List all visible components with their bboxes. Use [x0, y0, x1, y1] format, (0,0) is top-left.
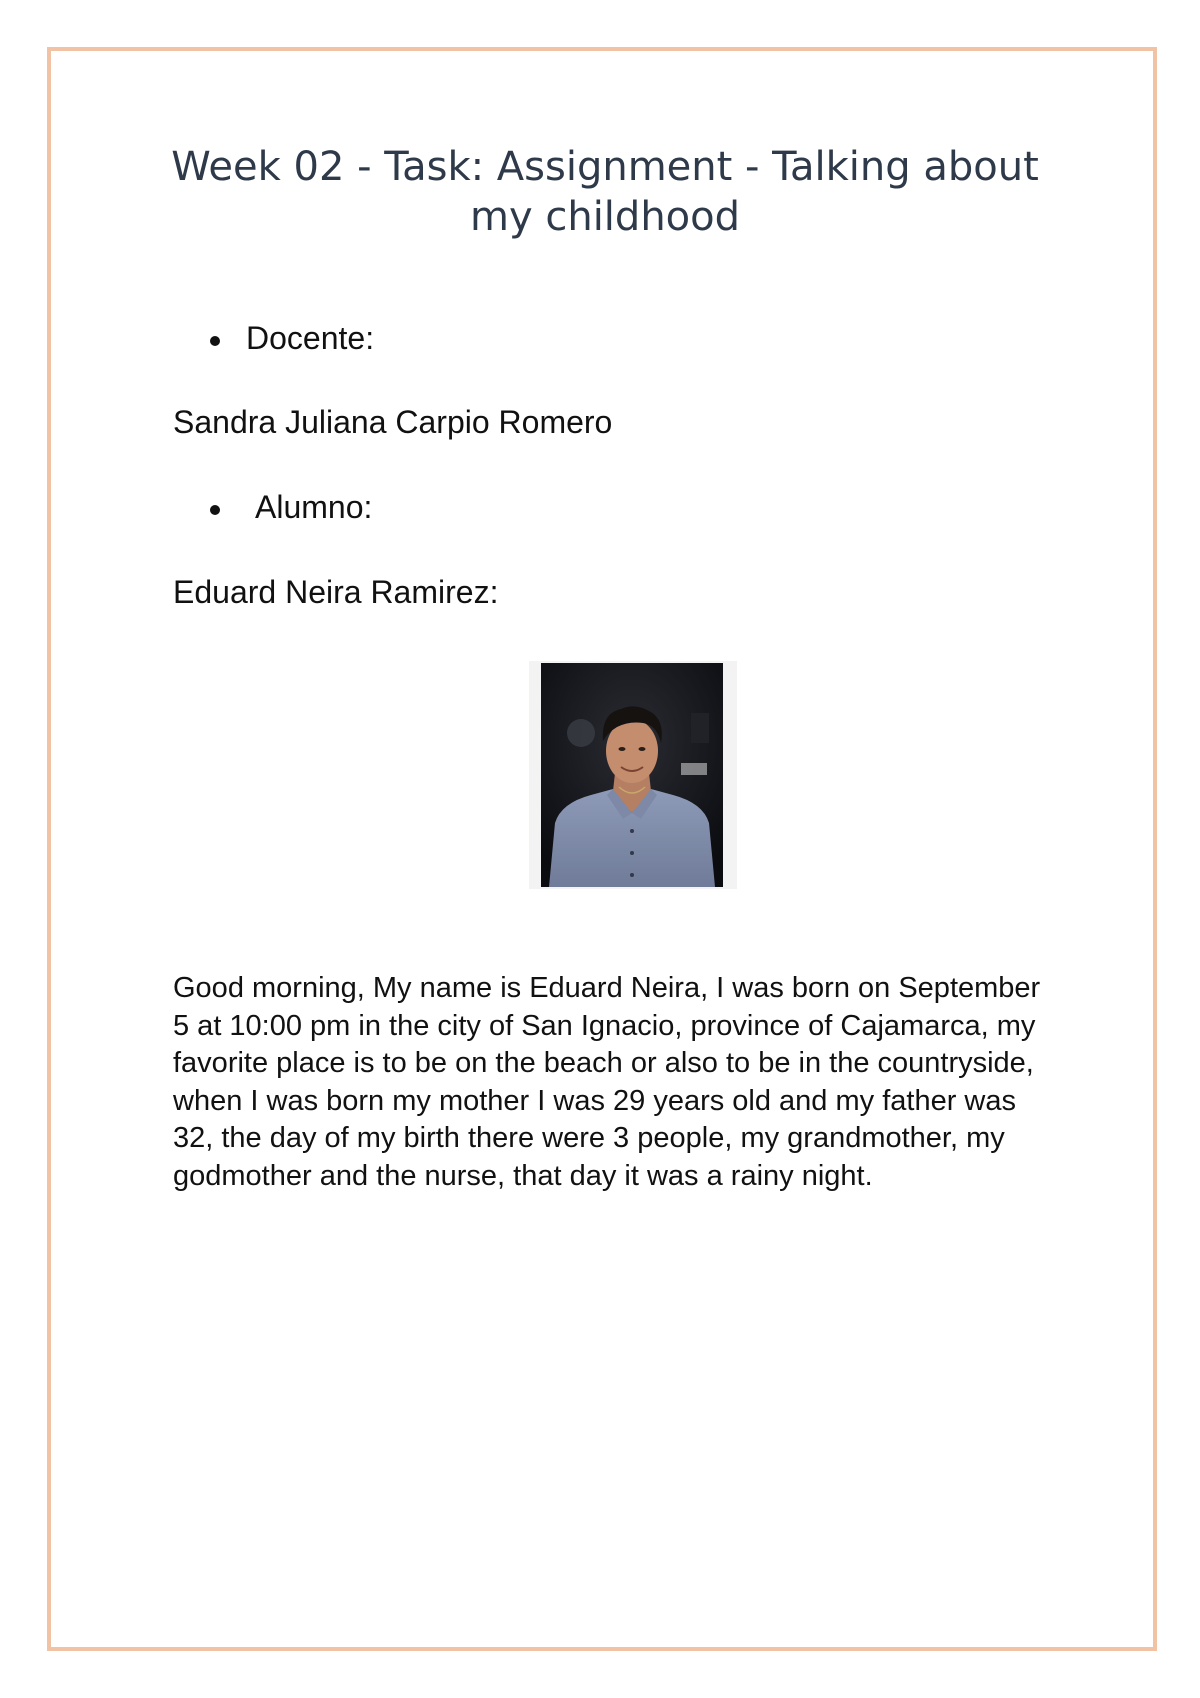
childhood-paragraph: Good morning, My name is Eduard Neira, I was born on September 5 at 10:00 pm in the city of San Ignacio, province of Cajamarca, my favorite place is to be on the beach or also to be in the countryside, when I was born my mother I was 29 years old and my father was 32, the day of my birth there were 3 people, my grandmother, my godmother and the nurse, that day it was a rainy night. — [173, 972, 1041, 1192]
student-photo — [541, 663, 723, 887]
bullet-alumno — [210, 505, 220, 515]
alumno-label: Alumno: — [255, 489, 373, 525]
student-photo-frame — [529, 661, 737, 889]
bullet-docente — [210, 336, 220, 346]
document-title: Week 02 - Task: Assignment - Talking about my childhood — [171, 144, 1039, 240]
docente-name: Sandra Juliana Carpio Romero — [173, 404, 613, 440]
alumno-name: Eduard Neira Ramirez: — [173, 574, 499, 610]
docente-label: Docente: — [246, 320, 375, 356]
